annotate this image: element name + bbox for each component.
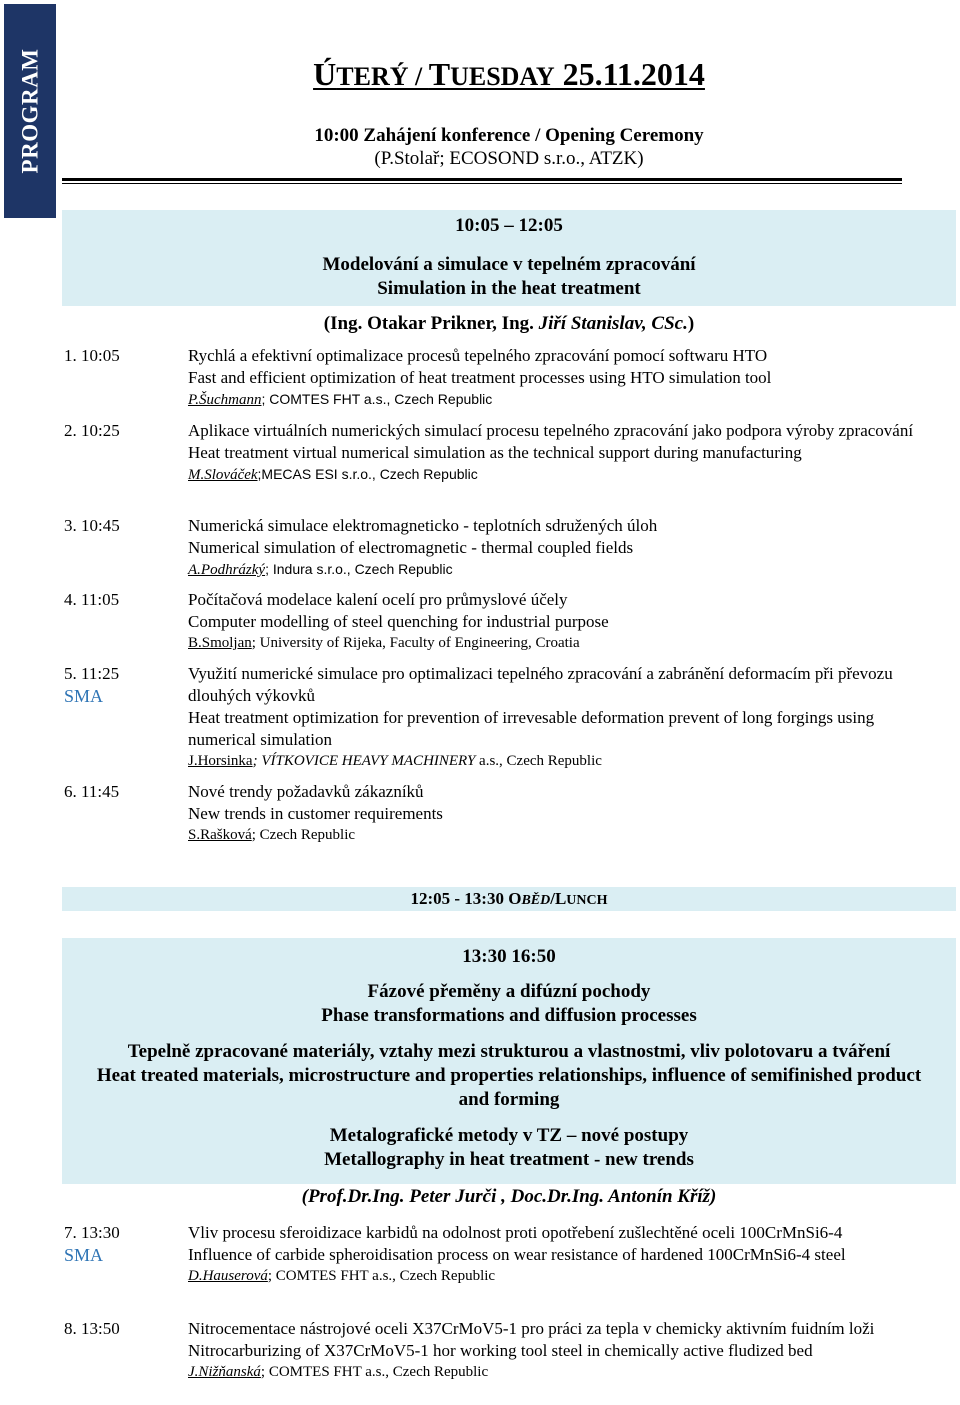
item-title-cz: Využití numerické simulace pro optimalizaci tepelného zpracování a zabránění deformacím při převozu dlouhých výkovků [188, 664, 893, 705]
program-label: PROGRAM [17, 48, 42, 174]
list-item [64, 420, 944, 485]
item-affiliation: a.s., Czech Republic [475, 753, 602, 769]
sma-badge: SMA [64, 686, 104, 706]
item-author-first: S.Rašková [188, 827, 252, 843]
item-title-en: Influence of carbide spheroidisation process on wear resistance of hardened 100CrMnSi6-4 steel [188, 1245, 846, 1264]
item-number: 4. 11:05 [64, 590, 120, 609]
item-number: 1. 10:05 [64, 346, 120, 365]
item-number: 5. 11:25 [64, 664, 120, 683]
lunch-o: O [508, 889, 522, 908]
item-title-en: New trends in customer requirements [188, 804, 443, 823]
item-title-en: Heat treatment virtual numerical simulation as the technical support during manufacturing [188, 443, 802, 462]
item-title-cz: Numerická simulace elektromagneticko - teplotních sdružených úloh [188, 516, 658, 535]
session2-sub1-en: Heat treated materials, microstructure and properties relationships, influence of semifinished product and forming [96, 1065, 922, 1110]
list-item [64, 515, 944, 580]
item-author: J.Nižňanská [188, 1364, 261, 1380]
item-author: B.Smoljan [188, 635, 252, 651]
item-affiliation: ; COMTES FHT a.s., Czech Republic [260, 1364, 489, 1380]
item-number: 8. 13:50 [64, 1319, 120, 1338]
item-title-en: Heat treatment optimization for prevention of irrevesable deformation prevent of long forgings using numerical simulation [188, 708, 875, 749]
day-title-p2: TERÝ / [336, 62, 429, 91]
list-item [64, 663, 944, 771]
list-item [64, 345, 944, 410]
lunch-band [62, 887, 956, 911]
item-title-en: Nitrocarburizing of X37CrMoV5-1 hor working tool steel in chemically active fludized bed [188, 1341, 813, 1360]
item-number: 7. 13:30 [64, 1223, 120, 1242]
item-title-en: Fast and efficient optimization of heat treatment processes using HTO simulation tool [188, 368, 772, 387]
lunch-slash: /L [550, 889, 567, 908]
item-title-cz: Nitrocementace nástrojové oceli X37CrMoV5-1 pro práci za tepla v chemicky aktivním fuidním loži [188, 1319, 875, 1338]
day-title-p3: T [428, 56, 451, 92]
item-affiliation: ; Czech Republic [251, 827, 356, 843]
day-title-p5: 25.11.2014 [554, 56, 705, 92]
item-author: M.Slováček [188, 467, 258, 483]
session1-chair [62, 313, 956, 335]
item-affiliation: ; University of Rijeka, Faculty of Engineering, Croatia [251, 635, 580, 651]
session2-chair: (Prof.Dr.Ing. Peter Jurči , Doc.Dr.Ing. Antonín Kříž) [301, 1186, 717, 1207]
session2-title-en: Phase transformations and diffusion processes [321, 1005, 697, 1026]
item-title-en: Computer modelling of steel quenching for industrial purpose [188, 612, 609, 631]
divider-thin [62, 183, 902, 184]
lunch-text [62, 887, 956, 913]
lunch-bed: BĚD [521, 893, 551, 908]
list-item [64, 589, 944, 653]
opening-ceremony [0, 124, 960, 170]
chair-italic: Jiří Stanislav, CSc. [538, 313, 688, 334]
session2-sub2-en: Metallography in heat treatment - new trends [324, 1149, 694, 1170]
item-affiliation-italic: ; VÍTKOVICE HEAVY MACHINERY [252, 753, 476, 769]
session1-time: 10:05 – 12:05 [455, 215, 563, 236]
lunch-unch: UNCH [566, 893, 608, 908]
session2-band [62, 938, 956, 1184]
divider [62, 178, 902, 181]
item-number: 2. 10:25 [64, 421, 120, 440]
chair-end: ) [687, 313, 695, 334]
day-title [0, 56, 960, 93]
session1-title-en: Simulation in the heat treatment [377, 278, 641, 299]
opening-hosts: (P.Stolař; ECOSOND s.r.o., ATZK) [374, 148, 644, 169]
session2-title-cz: Fázové přeměny a difúzní pochody [367, 981, 651, 1002]
day-title-p4: UESDAY [450, 62, 555, 91]
item-title-cz: Počítačová modelace kalení ocelí pro průmyslové účely [188, 590, 568, 609]
item-affiliation: ; Indura s.r.o., Czech Republic [265, 561, 453, 577]
item-title-cz: Nové trendy požadavků zákazníků [188, 782, 424, 801]
item-affiliation: ;MECAS ESI s.r.o., Czech Republic [257, 466, 478, 482]
list-item [64, 1318, 944, 1382]
item-title-cz: Aplikace virtuálních numerických simulací procesu tepelného zpracování jako podpora výroby zpracování [188, 421, 914, 440]
lunch-time: 12:05 - 13:30 [410, 889, 509, 908]
item-title-en: Numerical simulation of electromagnetic - thermal coupled fields [188, 538, 634, 557]
session1-title-cz: Modelování a simulace v tepelném zpracování [322, 254, 696, 275]
sma-badge: SMA [64, 1245, 104, 1265]
chair-plain: (Ing. Otakar Prikner, Ing. [323, 313, 539, 334]
item-author: D.Hauserová [188, 1268, 268, 1284]
item-author: A.Podhrázký [188, 562, 266, 578]
item-number: 3. 10:45 [64, 516, 120, 535]
item-affiliation: ; COMTES FHT a.s., Czech Republic [267, 1268, 496, 1284]
program-side-tab [4, 4, 56, 218]
opening-title: 10:00 Zahájení konference / Opening Ceremony [314, 125, 704, 146]
day-title-p1: Ú [313, 56, 337, 92]
item-title-cz: Rychlá a efektivní optimalizace procesů tepelného zpracování pomocí softwaru HTO [188, 346, 768, 365]
item-author: P.Šuchmann [188, 392, 262, 408]
session2-time: 13:30 16:50 [462, 946, 556, 967]
session2-sub1-cz: Tepelně zpracované materiály, vztahy mezi strukturou a vlastnostmi, vliv polotovaru a tváření [127, 1041, 891, 1062]
item-title-cz: Vliv procesu sferoidizace karbidů na odolnost proti opotřebení zušlechtěné oceli 100CrMnSi6-4 [188, 1223, 843, 1242]
item-author: J.Horsinka [188, 753, 253, 769]
session2-sub2-cz: Metalografické metody v TZ – nové postupy [329, 1125, 689, 1146]
session1-band [62, 210, 956, 306]
item-number: 6. 11:45 [64, 782, 120, 801]
item-affiliation: ; COMTES FHT a.s., Czech Republic [261, 391, 493, 407]
list-item [64, 781, 944, 845]
list-item [64, 1222, 944, 1286]
